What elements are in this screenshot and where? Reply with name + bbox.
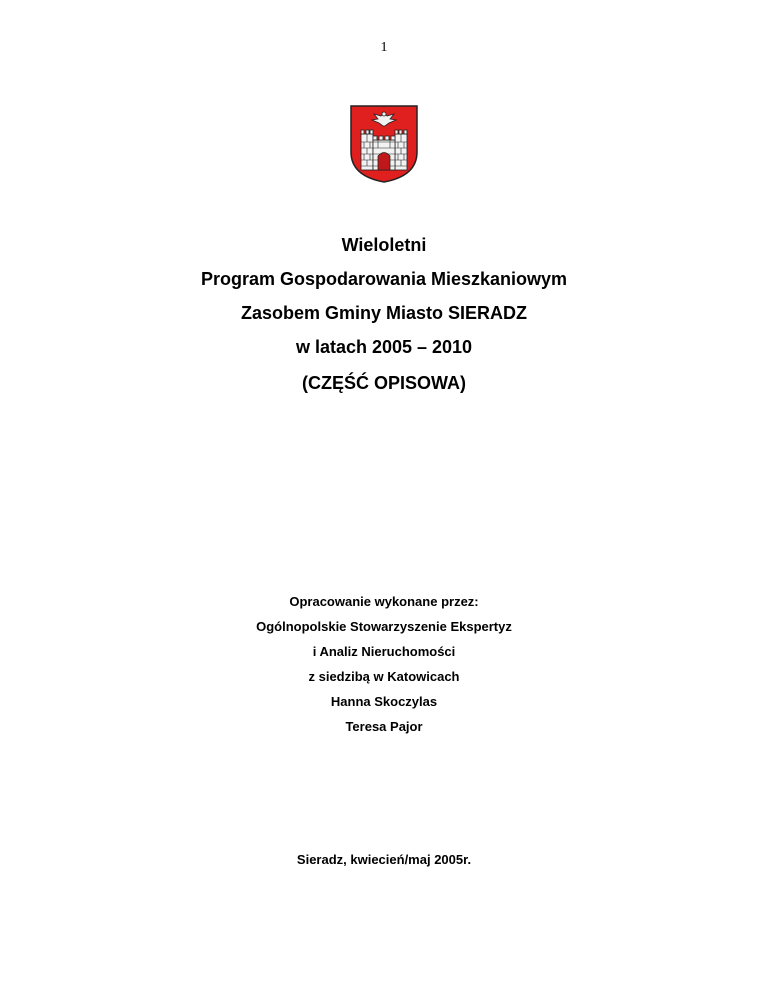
authors-line-4: z siedzibą w Katowicach: [308, 669, 460, 684]
place-date: Sieradz, kwiecień/maj 2005r.: [296, 852, 472, 867]
crest-gate: [378, 153, 390, 171]
sieradz-coat-of-arms-icon: [349, 104, 419, 184]
page-number: 1: [380, 40, 388, 55]
authors-block: [0, 589, 768, 739]
title-line-1: Wieloletni: [341, 235, 427, 255]
authors-line-3: i Analiz Nieruchomości: [312, 644, 456, 659]
title-line-3: Zasobem Gminy Miasto SIERADZ: [240, 303, 528, 323]
document-title: [0, 228, 768, 400]
authors-line-5: Hanna Skoczylas: [330, 694, 438, 709]
authors-line-1: Opracowanie wykonane przez:: [289, 594, 479, 609]
title-line-5: (CZĘŚĆ OPISOWA): [301, 373, 466, 393]
title-line-2: Program Gospodarowania Mieszkaniowym: [200, 269, 568, 289]
authors-line-6: Teresa Pajor: [345, 719, 423, 734]
authors-line-2: Ogólnopolskie Stowarzyszenie Ekspertyz: [256, 619, 512, 634]
title-line-4: w latach 2005 – 2010: [295, 337, 473, 357]
